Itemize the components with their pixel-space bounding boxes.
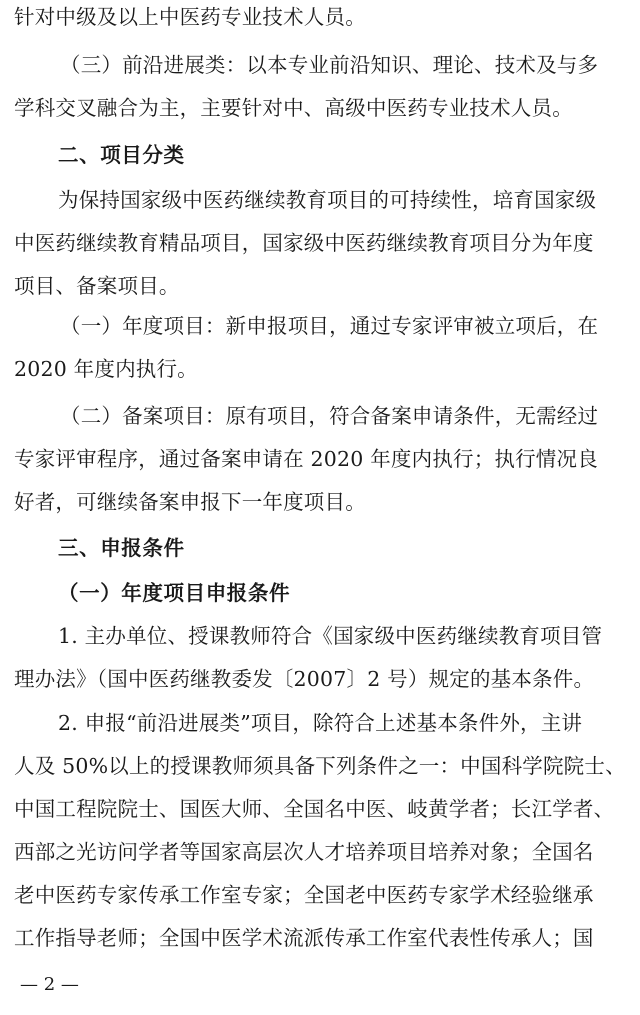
paragraph-line-17: 2. 申报“前沿进展类”项目，除符合上述基本条件外，主讲 [58,711,583,735]
subsection-heading-annual-project-conditions: （一）年度项目申报条件 [58,581,291,605]
paragraph-line-12: 好者，可继续备案申报下一年度项目。 [14,490,366,514]
paragraph-line-16: 理办法》（国中医药继教委发〔2007〕2 号）规定的基本条件。 [14,667,595,691]
paragraph-line-22: 工作指导老师；全国中医学术流派传承工作室代表性传承人；国 [14,926,594,950]
paragraph-line-20: 西部之光访问学者等国家高层次人才培养项目培养对象；全国名 [14,840,594,864]
paragraph-line-10: （二）备案项目：原有项目，符合备案申请条件，无需经过 [60,404,599,428]
paragraph-line-8: （一）年度项目：新申报项目，通过专家评审被立项后，在 [60,314,599,338]
section-heading-application-conditions: 三、申报条件 [58,536,185,560]
paragraph-line-1: 针对中级及以上中医药专业技术人员。 [14,5,366,29]
section-heading-project-classification: 二、项目分类 [58,143,185,167]
paragraph-line-7: 项目、备案项目。 [14,274,180,298]
paragraph-line-3: 学科交叉融合为主，主要针对中、高级中医药专业技术人员。 [14,96,573,120]
paragraph-line-9: 2020 年度内执行。 [14,357,198,381]
page-number: — 2 — [20,974,79,995]
paragraph-line-19: 中国工程院院士、国医大师、全国名中医、岐黄学者；长江学者、 [14,797,615,821]
paragraph-line-18: 人及 50%以上的授课教师须具备下列条件之一：中国科学院院士、 [14,754,626,778]
paragraph-line-6: 中医药继续教育精品项目，国家级中医药继续教育项目分为年度 [14,231,594,255]
paragraph-line-21: 老中医药专家传承工作室专家；全国老中医药专家学术经验继承 [14,883,594,907]
paragraph-line-5: 为保持国家级中医药继续教育项目的可持续性，培育国家级 [58,188,597,212]
paragraph-line-2: （三）前沿进展类：以本专业前沿知识、理论、技术及与多 [60,53,599,77]
paragraph-line-11: 专家评审程序，通过备案申请在 2020 年度内执行；执行情况良 [14,447,598,471]
paragraph-line-15: 1. 主办单位、授课教师符合《国家级中医药继续教育项目管 [58,624,603,648]
